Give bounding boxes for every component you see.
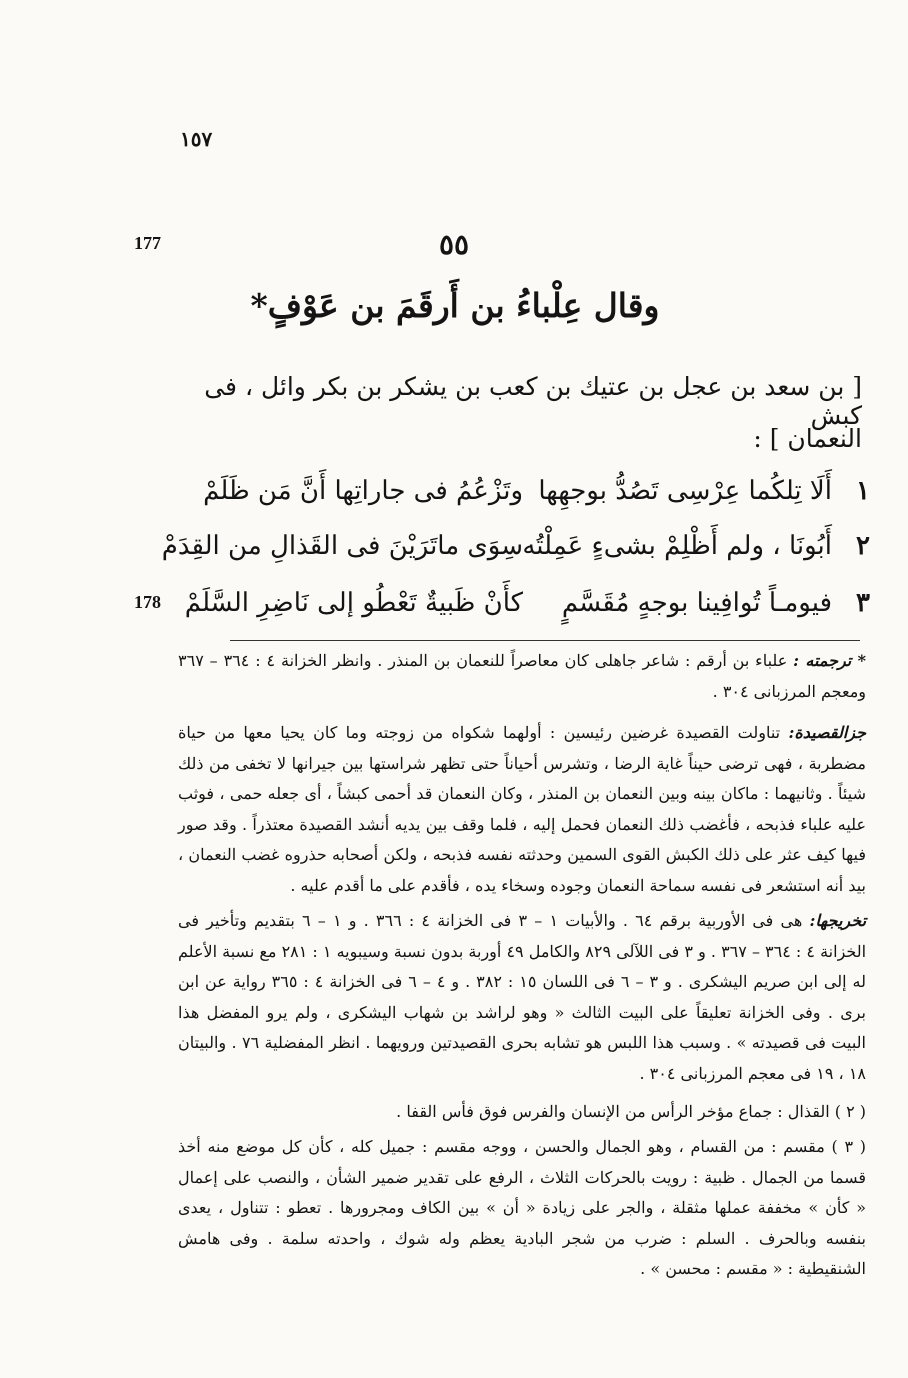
footnote-themes <box>178 718 866 901</box>
footnote-label: جزالقصيدة: <box>788 723 866 742</box>
intro-line: النعمان ] : <box>753 424 862 453</box>
footnote-note: ( ٢ ) القذال : جماع مؤخر الرأس من الإنسان والفرس فوق فأس القفا . <box>396 1102 866 1121</box>
verse-second-hemistich: وتَزْعُمُ فى جاراتِها أَنَّ مَن ظَلَمْ <box>203 476 523 506</box>
footnote-text: تناولت القصيدة غرضين رئيسين : أولهما شكواه من زوجته وما كان يحيا معها من حياة مضطربة ، فهى ترضى حيناً غاية الرضا ، وتشرس أحياناً حتى تظهر شراستها بين جيرانها لا تخفى من ذلك شيئاً . وثانيهما : ماكان بينه وبين النعمان بن المنذر ، وكان النعمان قد أحمى كبشاً ، أى جعله حمى ، فوثب عليه علباء فذبحه ، فأغضب ذلك النعمان فحمل إليه ، فلما وقف بين يديه أنشد القصيدة معتذراً . وقد صور فيها كيف عثر على ذلك الكبش القوى السمين وحدثته نفسه فذبحه ، ولكن أصحابه حذروه غضب النعمان ، بيد أنه استشعر فى نفسه سماحة النعمان وجوده وسخاء يده ، فأقدم على ما أقدم عليه . <box>178 723 866 895</box>
verse-first-hemistich: أَلَا تِلكُما عِرْسِى تَصُدُّ بوجهِها <box>538 476 832 506</box>
verse-line <box>161 531 878 581</box>
footnote-label: * ترجمته : <box>793 651 866 670</box>
verse-number: ٣ <box>856 588 870 618</box>
verse-number: ١ <box>856 476 870 506</box>
margin-page-ref: 177 <box>134 233 161 253</box>
verse-first-hemistich: أَبُونَا ، ولم أَظْلِمْ بشىءٍ عَمِلْتُه <box>522 531 832 561</box>
footnote-divider <box>230 640 860 641</box>
footnote-sources <box>178 906 866 1089</box>
footnote-text: هى فى الأوربية برقم ٦٤ . والأبيات ١ – ٣ فى الخزانة ٤ : ٣٦٦ . و ١ – ٦ بتقديم وتأخير فى الخزانة ٤ : ٣٦٤ – ٣٦٧ . و ٣ فى اللآلى ٨٢٩ والكامل ٤٩ أوربة بدون نسبة وسيبويه ١ : ٢٨١ مع نسبة الأعلم له إلى ابن صريم اليشكرى . و ٣ – ٦ فى اللسان ١٥ : ٣٨٢ . و ٤ – ٦ فى الخزانة ٤ : ٣٦٥ رواية عن ابن برى . وفى الخزانة تعليقاً على البيت الثالث « وهو لراشد بن شهاب اليشكرى ، ولم يرو المفضل هذا البيت فى قصيدته » . وسبب هذا اللبس هو تشابه بحرى القصيدتين ورويهما . انظر المفضلية ٧٦ . والبيتان ١٨ ، ١٩ فى معجم المرزبانى ٣٠٤ . <box>178 911 867 1083</box>
poem-number: ٥٥ <box>438 228 470 261</box>
verse-line <box>203 476 878 526</box>
intro-line: [ بن سعد بن عجل بن عتيك بن كعب بن يشكر بن بكر وائل ، فى كبش <box>204 372 862 430</box>
footnote-note: ( ٣ ) مقسم : من القسام ، وهو الجمال والحسن ، ووجه مقسم : جميل كله ، كأن كل موضع منه أخذ قسما من الجمال . ظبية : رويت بالحركات الثلاث ، الرفع على تقدير ضمير الشأن ، والنصب على إعمال « كأن » مخففة عملها مثقلة ، والجر على زيادة « أن » بين الكاف ومجرورها . تعطو : تتناول ، يعدى بنفسه وبالحرف . السلم : ضرب من شجر البادية يعظم وله شوك ، واحدته سلمة . وفى هامش الشنقيطية : « مقسم : محسن » . <box>178 1137 867 1278</box>
verse-number: ٢ <box>856 531 870 561</box>
page-number: ١٥٧ <box>180 127 213 151</box>
verse-second-hemistich: كأَنْ ظَبيةٌ تَعْطُو إلى نَاضِرِ السَّلَمْ <box>184 588 523 618</box>
verse-line <box>184 588 878 638</box>
footnote-text: علباء بن أرقم : شاعر جاهلى كان معاصراً للنعمان بن المنذر . وانظر الخزانة ٤ : ٣٦٤ – ٣٦٧ ومعجم المرزبانى ٣٠٤ . <box>178 651 866 701</box>
footnote-label: تخريجها: <box>809 911 867 930</box>
margin-page-ref: 178 <box>134 592 161 612</box>
footnote-biography <box>178 646 866 707</box>
verse-first-hemistich: فيومـاً تُوافِينا بوجهٍ مُقَسَّمٍ <box>561 588 832 618</box>
poem-heading: وقال عِلْباءُ بن أَرقَمَ بن عَوْفٍ* <box>250 286 660 325</box>
verse-second-hemistich: سِوَى ماتَرَيْنَ فى القَذالِ من القِدَمْ <box>161 531 523 561</box>
